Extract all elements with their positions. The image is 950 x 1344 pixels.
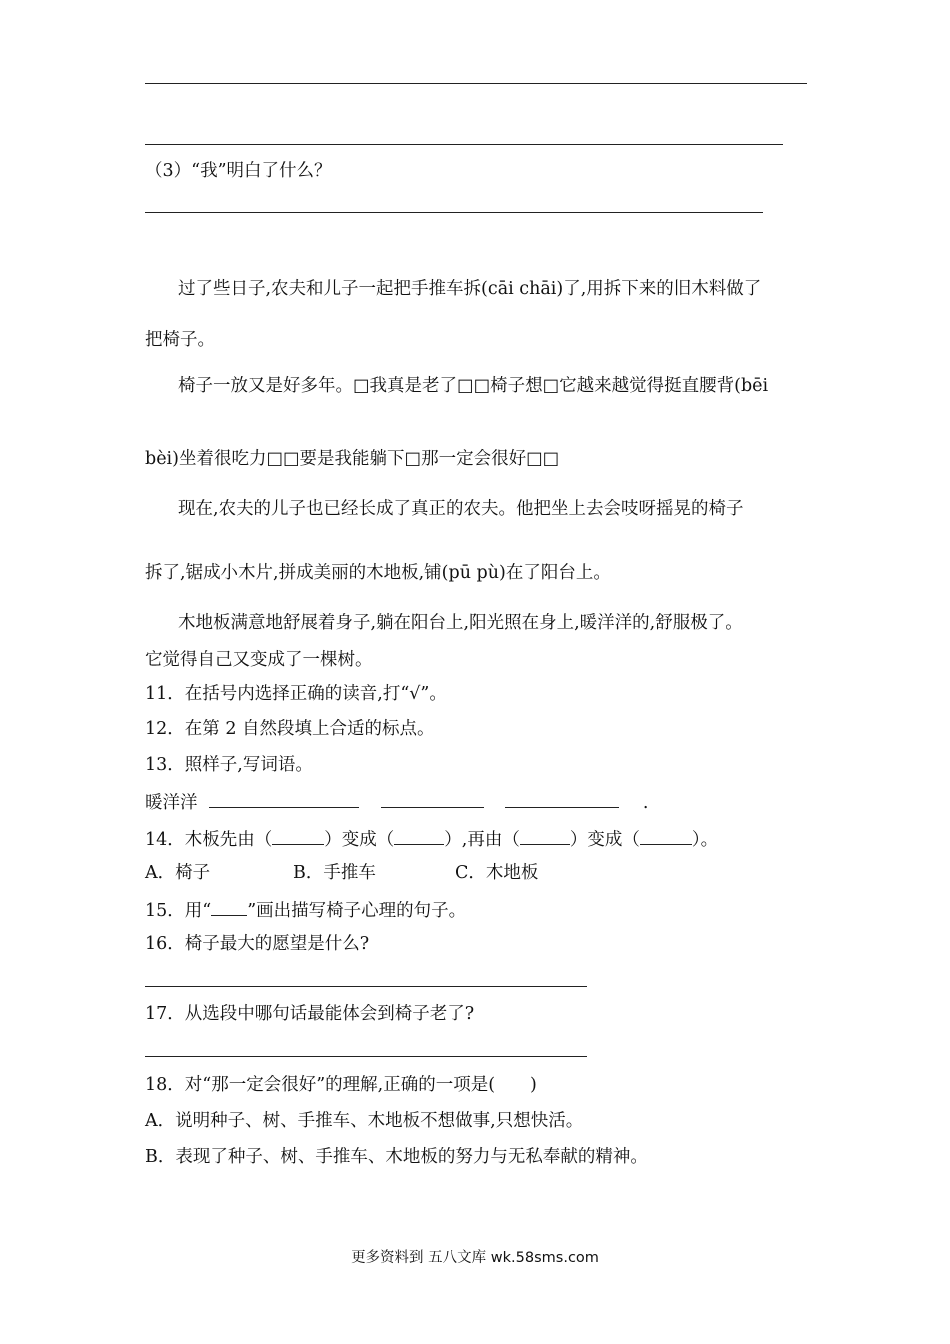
- question-15: [145, 897, 466, 923]
- question-15-part-b: ”画出描写椅子心理的句子。: [247, 901, 467, 921]
- question-13: 13．照样子,写词语。: [145, 755, 313, 775]
- answer-line[interactable]: [145, 986, 587, 987]
- question-14-part-b: ）变成（: [324, 830, 395, 850]
- passage-p2-line2: bèi)坐着很吃力□□要是我能躺下□那一定会很好□□: [145, 449, 560, 469]
- q15-blank[interactable]: [211, 897, 247, 916]
- word-blank-2[interactable]: [381, 789, 484, 808]
- passage-p4-line2: 它觉得自己又变成了一棵树。: [145, 650, 373, 670]
- answer-line[interactable]: [145, 1056, 587, 1057]
- question-18: 18．对“那一定会很好”的理解,正确的一项是( ): [145, 1075, 537, 1095]
- question-18-option-a[interactable]: A．说明种子、树、手推车、木地板不想做事,只想快活。: [145, 1111, 584, 1131]
- question-13-end: .: [642, 793, 649, 813]
- question-13-answer-row: [145, 789, 648, 815]
- question-3: （3）“我”明白了什么？: [145, 161, 332, 181]
- passage-p4-line1: 木地板满意地舒展着身子,躺在阳台上,阳光照在身上,暖洋洋的,舒服极了。: [178, 613, 743, 633]
- question-12: 12．在第 2 自然段填上合适的标点。: [145, 719, 435, 739]
- answer-line[interactable]: [145, 212, 763, 213]
- passage-p3-line1: 现在,农夫的儿子也已经长成了真正的农夫。他把坐上去会吱呀摇晃的椅子: [178, 499, 744, 519]
- question-16: 16．椅子最大的愿望是什么?: [145, 934, 370, 954]
- option-a[interactable]: A．椅子: [145, 863, 211, 883]
- q14-blank-2[interactable]: [394, 826, 444, 845]
- page-footer: 更多资料到 五八文库 wk.58sms.com: [351, 1250, 599, 1266]
- passage-p2-line1: 椅子一放又是好多年。□我真是老了□□椅子想□它越来越觉得挺直腰背(bēi: [178, 376, 769, 396]
- question-14-options: [145, 861, 545, 885]
- q14-blank-1[interactable]: [272, 826, 324, 845]
- q14-blank-3[interactable]: [520, 826, 570, 845]
- answer-line[interactable]: [145, 144, 783, 145]
- answer-line[interactable]: [145, 83, 807, 84]
- question-11: 11．在括号内选择正确的读音,打“√”。: [145, 684, 447, 704]
- question-15-part-a: 15．用“: [145, 901, 212, 921]
- option-b[interactable]: B．手推车: [293, 863, 376, 883]
- question-14-part-e: ）。: [691, 830, 719, 850]
- question-18-option-b[interactable]: B．表现了种子、树、手推车、木地板的努力与无私奉献的精神。: [145, 1147, 648, 1167]
- question-14-part-a: 14．木板先由（: [145, 830, 273, 850]
- question-14-part-c: ）,再由（: [444, 830, 520, 850]
- question-13-example: 暖洋洋: [145, 793, 198, 813]
- word-blank-3[interactable]: [505, 789, 619, 808]
- question-14-part-d: ）变成（: [569, 830, 640, 850]
- word-blank-1[interactable]: [209, 789, 359, 808]
- passage-p1-line1: 过了些日子,农夫和儿子一起把手推车拆(cāi chāi)了,用拆下来的旧木料做了: [178, 279, 762, 299]
- passage-p3-line2: 拆了,锯成小木片,拼成美丽的木地板,铺(pū pù)在了阳台上。: [145, 563, 611, 583]
- question-17: 17．从选段中哪句话最能体会到椅子老了?: [145, 1004, 475, 1024]
- question-14: [145, 826, 718, 852]
- option-c[interactable]: C．木地板: [455, 863, 539, 883]
- q14-blank-4[interactable]: [640, 826, 692, 845]
- passage-p1-line2: 把椅子。: [145, 330, 215, 350]
